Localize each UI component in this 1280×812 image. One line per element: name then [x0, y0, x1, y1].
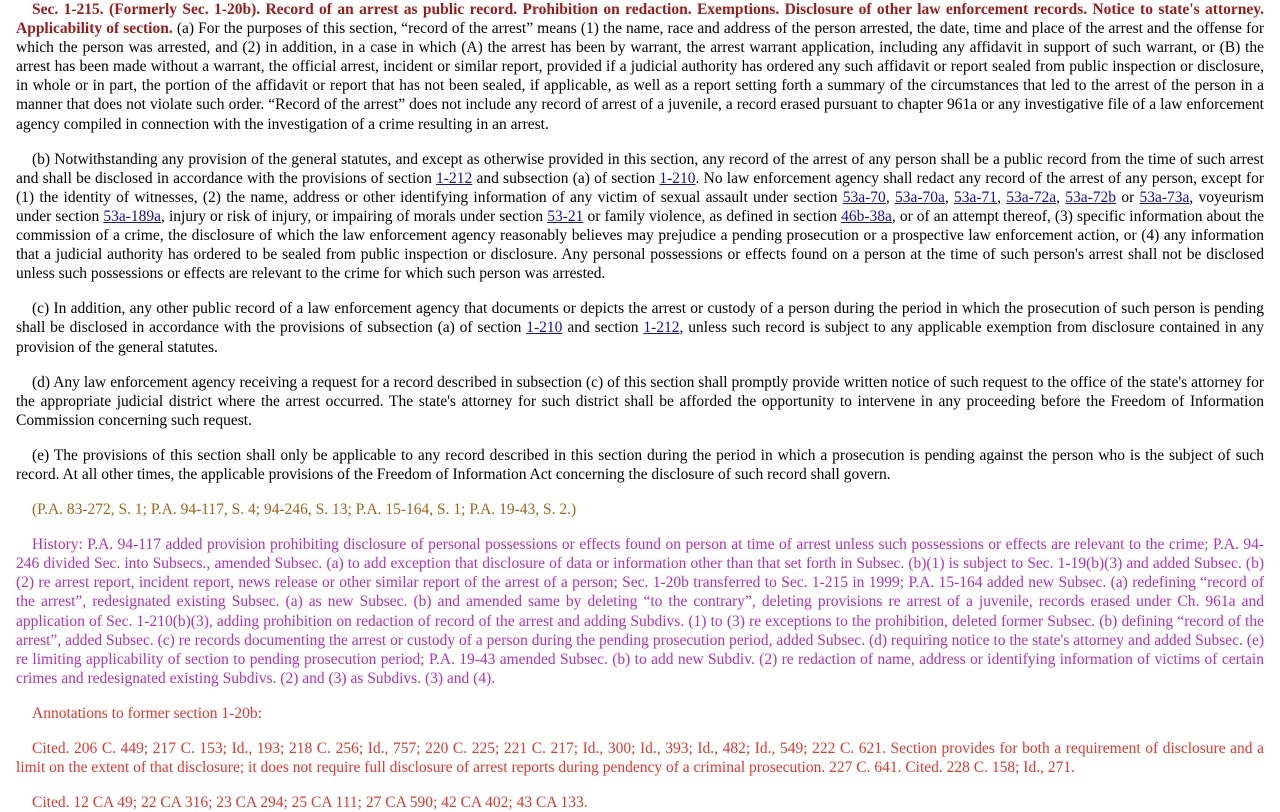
link-1-212[interactable]: 1-212 [643, 319, 680, 337]
link-1-210[interactable]: 1-210 [526, 319, 563, 337]
subsection-b-text: or [1116, 188, 1140, 206]
subsection-c [16, 299, 1264, 356]
subsection-b-text: , [1056, 188, 1066, 206]
link-53a-71[interactable]: 53a-71 [954, 188, 998, 206]
subsection-b-text: . No law enforcement agency shall redact any record of the arrest of any person, except for (1) the identity of witnesses, (2) the name, address or other identifying information of any victim of sexual assault under section [16, 169, 1264, 206]
annotation-paragraph: Cited. 206 C. 449; 217 C. 153; Id., 193; 218 C. 256; Id., 757; 220 C. 225; 221 C. 217; Id., 300; Id., 393; Id., 482; Id., 549; 222 C. 621. Section provides for both a requirement of disclosure and a limit on the extent of that disclosure; it does not require full disclosure of arrest reports during pendency of a criminal prosecution. 227 C. 641. Cited. 228 C. 158; Id., 271. [16, 740, 1264, 777]
subsection-b-text: , [997, 188, 1007, 206]
subsection-d: (d) Any law enforcement agency receiving a request for a record described in subsection (c) of this section shall promptly provide written notice of such request to the office of the state's attorney for the appropriate judicial district where the arrest occurred. The state's attorney for such district shall be afforded the opportunity to intervene in any proceeding before the Freedom of Information Commission concerning such request. [16, 373, 1264, 429]
annotations-heading: Annotations to former section 1-20b: [32, 704, 262, 722]
subsection-c-text: , unless such record is subject to any applicable exemption from disclosure contained in any provision of the general statutes. [16, 319, 1264, 356]
link-53a-73a[interactable]: 53a-73a [1139, 188, 1190, 206]
subsection-b-text: , or of an attempt thereof, (3) specific information about the commission of a crime, the disclosure of which the law enforcement agency reasonably believes may prejudice a pending prosecution or a prospective law enforcement action, or (4) any information that a judicial authority has ordered to be sealed from public inspection or disclosure. Any personal possessions or effects found on a person at the time of such person's arrest shall not be disclosed unless such possessions or effects are relevant to the crime for which such person was arrested. [16, 207, 1264, 283]
subsection-b-text: , injury or risk of injury, or impairing of morals under section [161, 207, 548, 225]
history-note: History: P.A. 94-117 added provision prohibiting disclosure of personal possessions or effects found on person at time of arrest unless such possessions or effects are relevant to the crime; P.A. 94-246 divided Sec. into Subsecs., amended Subsec. (a) to add exception that disclosure of data or information other than that set forth in Subsec. (b)(1) is subject to Sec. 1-19(b)(3) and added Subsec. (b)(2) re arrest report, incident report, news release or other similar report of the arrest of a person; Sec. 1-20b transferred to Sec. 1-215 in 1999; P.A. 15-164 added new Subsec. (a) redefining “record of the arrest”, redesignated existing Subsec. (a) as new Subsec. (b) and amended same by deleting “to the contrary”, deleting provisions re arrest of a juvenile, records erased under Ch. 961a and application of Sec. 1-210(b)(3), adding prohibition on redaction of record of the arrest and adding Subdivs. (1) to (3) re exceptions to the prohibition, deleted former Subsec. (b) defining “record of the arrest”, added Subsec. (c) re records documenting the arrest or custody of a person during the pending prosecution period, added Subsec. (d) requiring notice to the state's attorney and added Subsec. (e) re limiting applicability of section to pending prosecution period; P.A. 19-43 amended Subsec. (b) to add new Subdiv. (2) re redaction of name, address or identifying information of victims of certain crimes and redesignated existing Subdivs. (2) and (3) as Subdivs. (3) and (4). [16, 536, 1264, 687]
subsection-b-text: , [944, 188, 955, 206]
link-53a-70a[interactable]: 53a-70a [894, 188, 945, 206]
subsection-c-text: and section [562, 319, 644, 337]
subsection-b-text: or family violence, as defined in section [583, 207, 842, 225]
source-note: (P.A. 83-272, S. 1; P.A. 94-117, S. 4; 94-246, S. 13; P.A. 15-164, S. 1; P.A. 19-43, S. 2.) [32, 501, 577, 519]
subsection-b-text: (b) Notwithstanding any provision of the general statutes, and except as otherwise provided in this section, any record of the arrest of any person shall be a public record from the time of such arrest and shall be disclosed in accordance with the provisions of section [16, 150, 1264, 187]
link-53a-72b[interactable]: 53a-72b [1065, 188, 1117, 206]
link-53a-189a[interactable]: 53a-189a [103, 207, 162, 225]
subsection-b-text: , [885, 188, 895, 206]
subsection-a [16, 0, 1264, 134]
link-1-212[interactable]: 1-212 [436, 169, 473, 187]
link-53-21[interactable]: 53-21 [547, 207, 584, 225]
subsection-a-text: (a) For the purposes of this section, “record of the arrest” means (1) the name, race and address of the person arrested, the date, time and place of the arrest and the offense for which the person was arrested, and (2) in addition, in a case in which (A) the arrest has been by warrant, the arrest warrant application, including any affidavit in support of such warrant, or (B) the arrest has been made without a warrant, the official arrest, incident or similar report, provided if a judicial authority has ordered any such affidavit or report sealed from public inspection or disclosure, in whole or in part, the portion of the affidavit or report that has not been sealed, if applicable, as well as a report setting forth a summary of the circumstances that led to the arrest of the person in a manner that does not violate such order. “Record of the arrest” does not include any record of arrest of a juvenile, a record erased pursuant to chapter 961a or any investigative file of a law enforcement agency compiled in connection with the investigation of a crime resulting in an arrest. [16, 20, 1265, 133]
subsection-e: (e) The provisions of this section shall only be applicable to any record described in this section during the period in which a prosecution is pending against the person who is the subject of such record. At all other times, the applicable provisions of the Freedom of Information Act concerning the disclosure of such record shall govern. [16, 446, 1264, 483]
subsection-b [16, 150, 1264, 284]
subsection-b-text: , voyeurism under section [16, 188, 1264, 225]
link-1-210[interactable]: 1-210 [659, 169, 696, 187]
section-heading: Sec. 1-215. (Formerly Sec. 1-20b). Record of an arrest as public record. Prohibition on redaction. Exemptions. Disclosure of other law enforcement records. Notice to state's attorney. Applicability of section. [16, 1, 1264, 38]
link-53a-70[interactable]: 53a-70 [842, 188, 886, 206]
link-53a-72a[interactable]: 53a-72a [1006, 188, 1057, 206]
link-46b-38a[interactable]: 46b-38a [841, 207, 892, 225]
annotation-paragraph: Cited. 12 CA 49; 22 CA 316; 23 CA 294; 25 CA 111; 27 CA 590; 42 CA 402; 43 CA 133. [32, 794, 588, 812]
subsection-c-text: (c) In addition, any other public record of a law enforcement agency that documents or depicts the arrest or custody of a person during the period in which the prosecution of such person is pending shall be disclosed in accordance with the provisions of subsection (a) of section [16, 300, 1264, 337]
subsection-b-text: and subsection (a) of section [472, 169, 660, 187]
